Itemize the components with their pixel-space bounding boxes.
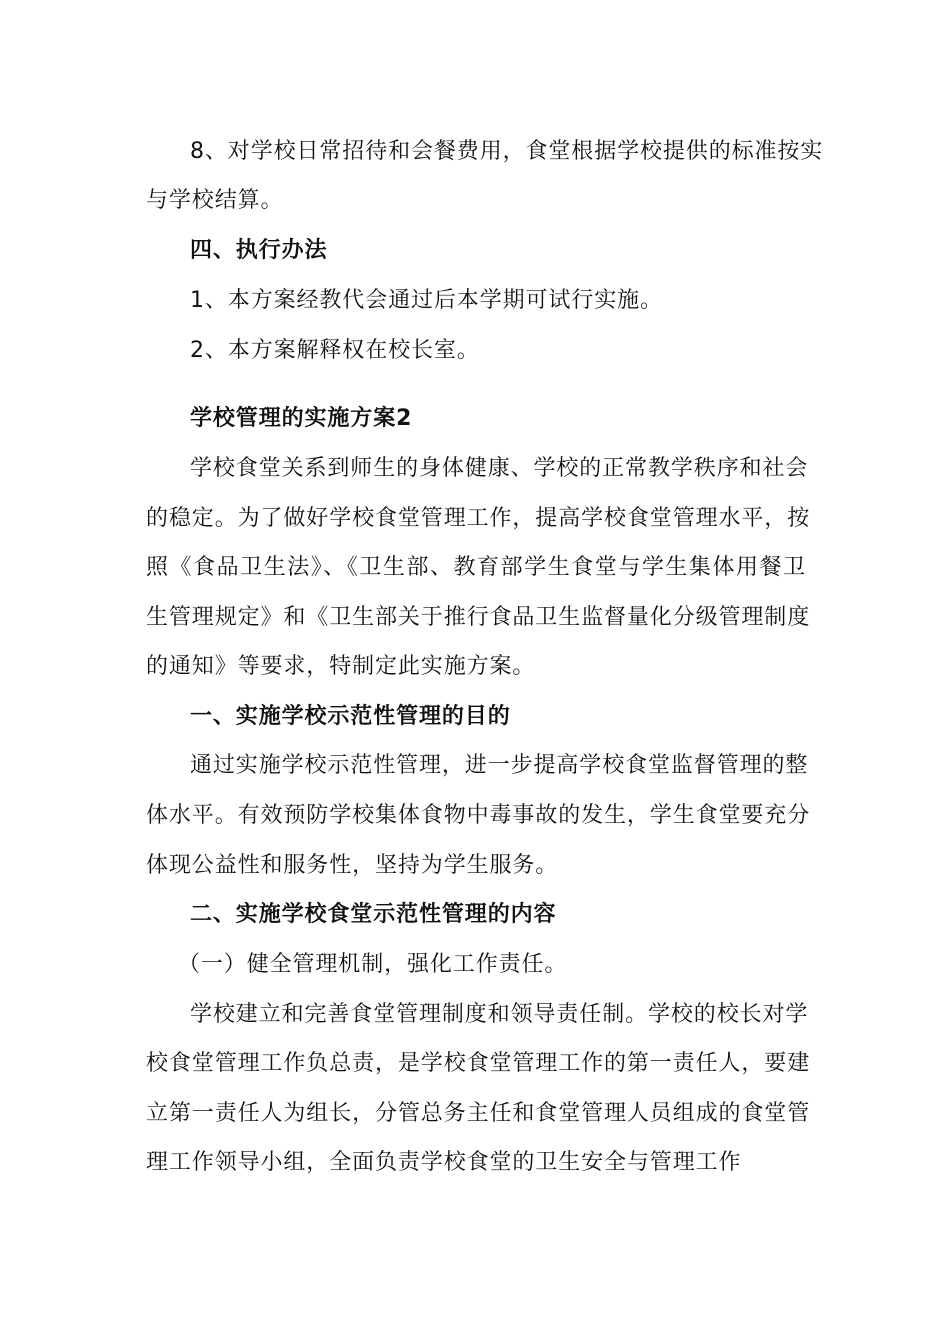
purpose-line-1: 通过实施学校示范性管理，进一步提高学校食堂监督管理的整 [190, 753, 809, 778]
content-line-1: 学校建立和完善食堂管理制度和领导责任制。学校的校长对学 [190, 1002, 809, 1027]
purpose-line-3: 体现公益性和服务性，坚持为学生服务。 [146, 853, 559, 878]
section4-item-2: 2、本方案解释权在校长室。 [190, 338, 480, 363]
section4-item-1: 1、本方案经教代会通过后本学期可试行实施。 [190, 288, 663, 313]
heading-content: 二、实施学校食堂示范性管理的内容 [190, 902, 557, 927]
item8-line-2: 与学校结算。 [146, 188, 284, 213]
intro-line-3: 照《食品卫生法》、《卫生部、教育部学生食堂与学生集体用餐卫 [146, 555, 806, 580]
intro-line-1: 学校食堂关系到师生的身体健康、学校的正常教学秩序和社会 [190, 456, 809, 481]
subheading-mechanism: （一）健全管理机制，强化工作责任。 [178, 952, 568, 977]
intro-line-2: 的稳定。为了做好学校食堂管理工作，提高学校食堂管理水平，按 [146, 506, 811, 531]
section4-heading: 四、执行办法 [190, 238, 328, 263]
content-line-3: 立第一责任人为组长，分管总务主任和食堂管理人员组成的食堂管 [146, 1101, 811, 1126]
content-line-2: 校食堂管理工作负总责，是学校食堂管理工作的第一责任人，要建 [146, 1051, 811, 1076]
purpose-line-2: 体水平。有效预防学校集体食物中毒事故的发生，学生食堂要充分 [146, 803, 811, 828]
content-line-4: 理工作领导小组，全面负责学校食堂的卫生安全与管理工作 [146, 1150, 742, 1175]
intro-line-5: 的通知》等要求，特制定此实施方案。 [146, 654, 536, 679]
plan2-title: 学校管理的实施方案2 [190, 406, 413, 431]
item8-line-1: 8、对学校日常招待和会餐费用，食堂根据学校提供的标准按实 [190, 139, 824, 164]
heading-purpose: 一、实施学校示范性管理的目的 [190, 704, 511, 729]
intro-line-4: 生管理规定》和《卫生部关于推行食品卫生监督量化分级管理制度 [146, 605, 811, 630]
